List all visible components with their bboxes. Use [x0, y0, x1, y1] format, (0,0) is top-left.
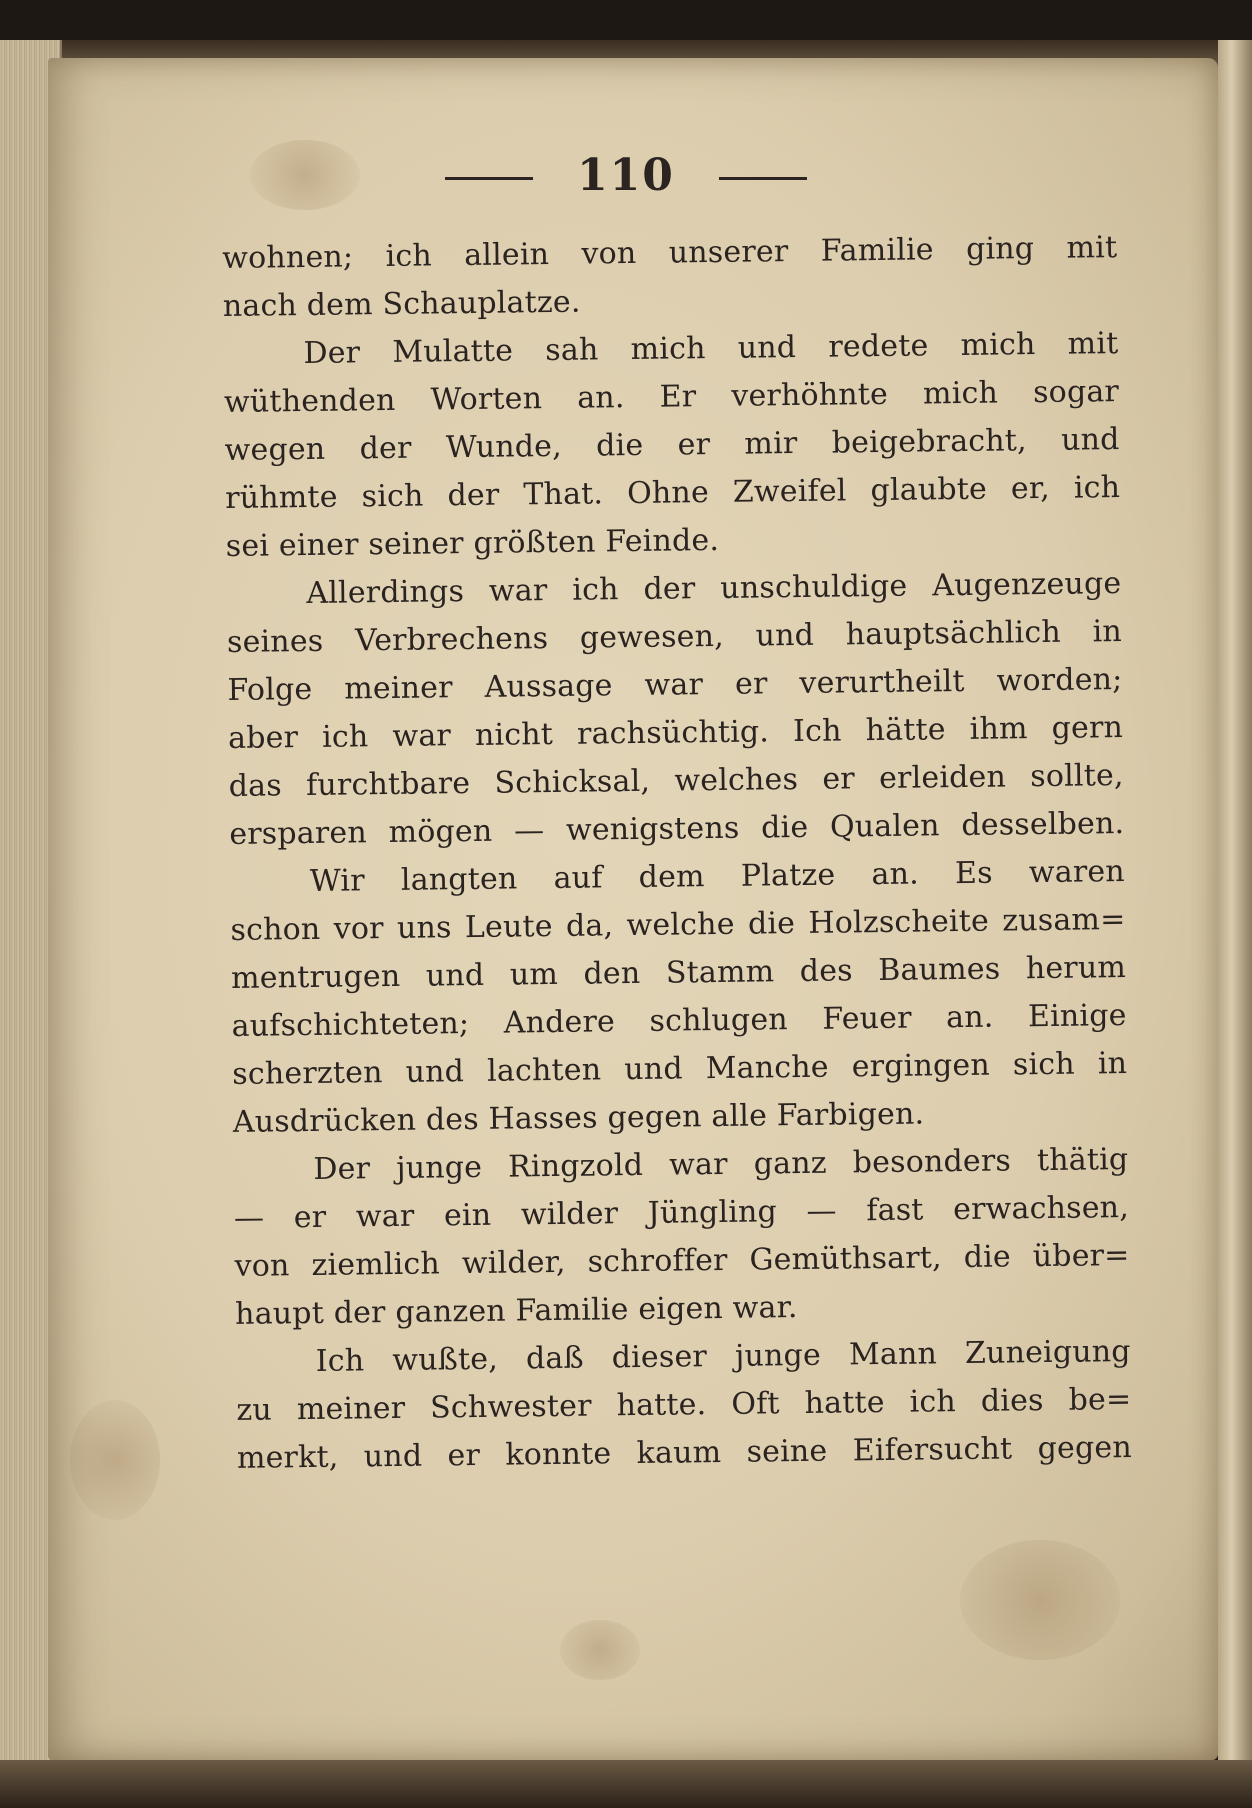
paper-stain — [960, 1540, 1120, 1660]
text-line: von ziemlich wilder, schroffer Gemüthsart, die über= — [234, 1237, 1130, 1284]
text-line: Ich wußte, daß dieser junge Mann Zuneigung — [315, 1333, 1131, 1379]
text-line: aber ich war nicht rachsüchtig. Ich hätte ihm gern — [227, 710, 1124, 756]
text-line: Folge meiner Aussage war er verurtheilt worden; — [227, 662, 1123, 708]
text-line: aufschichteten; Andere schlugen Feuer an. Einige — [231, 998, 1127, 1044]
text-line: scherzten und lachten und Manche ergingen sich in — [232, 1046, 1128, 1092]
paper-stain — [560, 1620, 640, 1680]
text-line: Der junge Ringzold war ganz besonders thätig — [313, 1141, 1129, 1187]
text-line: nach dem Schauplatze. — [222, 284, 581, 324]
text-line: das furchtbare Schicksal, welches er erleiden sollte, — [228, 758, 1124, 804]
header-rule-right — [719, 177, 807, 180]
book-cover-bottom — [0, 1760, 1252, 1808]
text-line: Allerdings war ich der unschuldige Augenzeuge — [306, 566, 1122, 611]
book-cover-right — [1218, 40, 1252, 1780]
text-line: ersparen mögen — wenigstens die Qualen desselben. — [229, 806, 1125, 852]
text-line: rühmte sich der That. Ohne Zweifel glaubte er, ich — [225, 470, 1121, 516]
text-line: merkt, und er konnte kaum seine Eifersucht gegen — [236, 1429, 1133, 1476]
text-line: — er war ein wilder Jüngling — fast erwachsen, — [233, 1189, 1130, 1236]
text-line: wohnen; ich allein von unserer Familie ging mit — [222, 230, 1118, 276]
text-line: schon vor uns Leute da, welche die Holzscheite zusam= — [230, 902, 1126, 948]
text-line: mentrugen und um den Stamm des Baumes herum — [230, 950, 1127, 996]
text-line: seines Verbrechens gewesen, und hauptsächlich in — [226, 614, 1123, 660]
page-header — [0, 150, 1252, 201]
paper-stain — [70, 1400, 160, 1520]
text-line: zu meiner Schwester hatte. Oft hatte ich dies be= — [236, 1381, 1132, 1428]
text-line: Ausdrücken des Hasses gegen alle Farbigen. — [232, 1096, 925, 1140]
text-line: wegen der Wunde, die er mir beigebracht, und — [224, 422, 1120, 468]
text-line: Der Mulatte sah mich und redete mich mit — [303, 326, 1119, 372]
text-line: wüthenden Worten an. Er verhöhnte mich sogar — [223, 374, 1120, 420]
header-rule-left — [445, 177, 533, 180]
text-line: Wir langten auf dem Platze an. Es waren — [309, 854, 1126, 899]
body-text — [222, 224, 1132, 1483]
page-number: 110 — [577, 150, 675, 201]
text-line: haupt der ganzen Familie eigen war. — [234, 1290, 798, 1332]
text-line: sei einer seiner größten Feinde. — [225, 522, 720, 564]
